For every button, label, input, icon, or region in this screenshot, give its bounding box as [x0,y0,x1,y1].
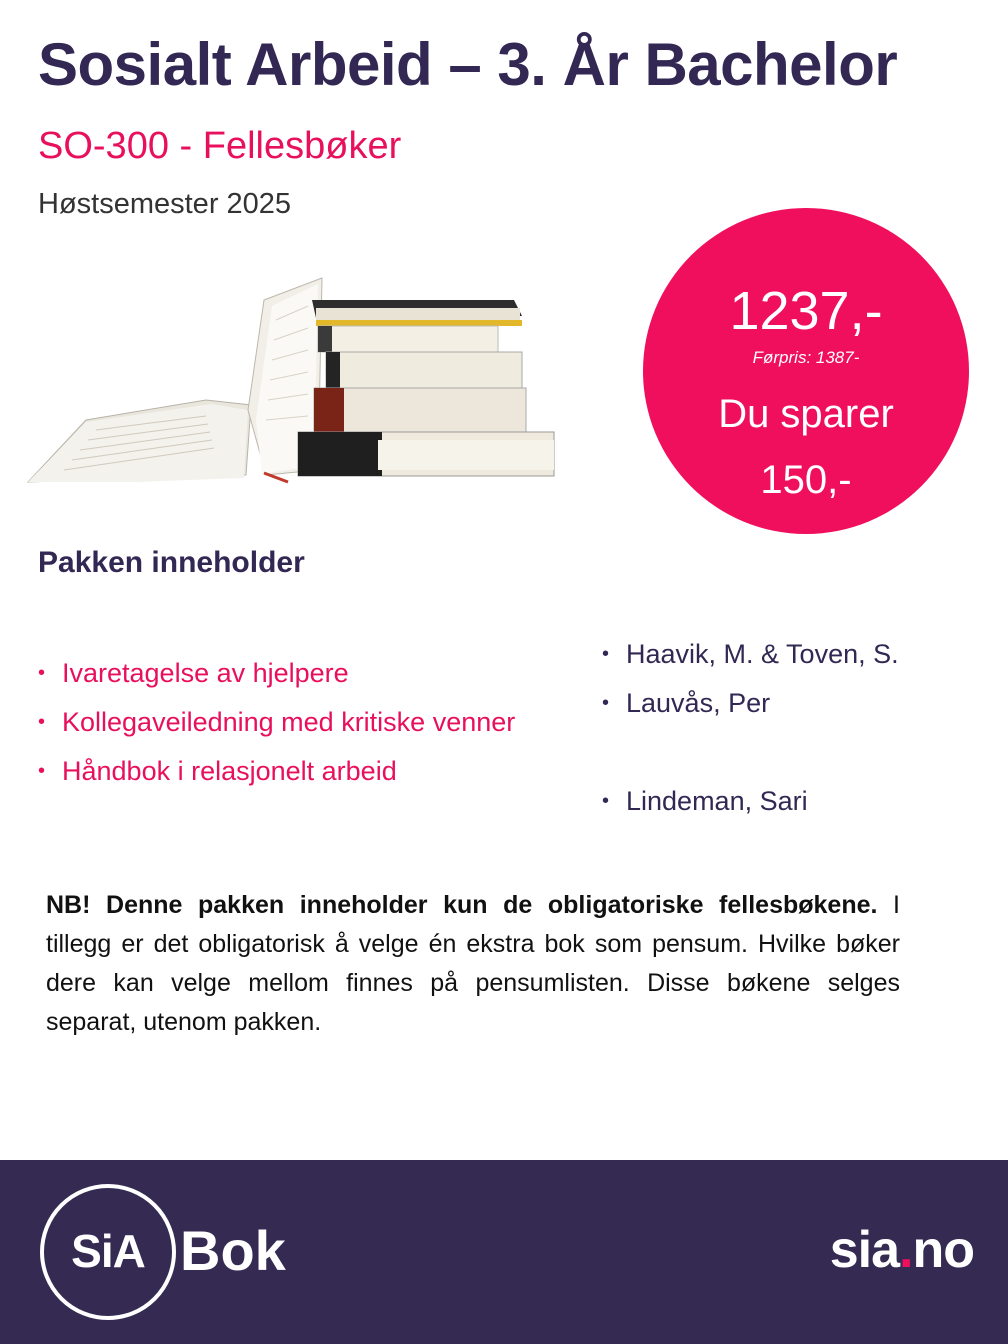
info-note [46,886,900,1042]
site-tld: no [912,1221,974,1279]
sia-logo-circle [40,1184,176,1320]
bullet-icon: • [38,760,46,782]
previous-price: Førpris: 1387- [752,348,860,367]
site-dot: . [899,1221,913,1279]
bullet-icon: • [38,711,46,733]
note-text: I tillegg er det obligatorisk å velge én ekstra bok som pensum. Hvilke bøker dere kan velge mellom finnes på pensumlisten. Disse bøkene selges separat, utenom pakken. [46,891,900,1036]
course-subtitle: SO-300 - Fellesbøker [38,125,402,167]
author-item [602,688,770,719]
semester-label: Høstsemester 2025 [38,188,292,220]
bullet-icon: • [602,790,610,812]
author-item [602,786,808,817]
price-badge [643,208,969,534]
author-name: Haavik, M. & Toven, S. [626,639,899,669]
books-stack-image [26,270,566,500]
book-title: Kollegaveiledning med kritiske venner [62,707,516,737]
bok-logo-text: Bok [180,1219,286,1282]
package-price: 1237,- [729,281,883,341]
book-title: Ivaretagelse av hjelpere [62,658,349,688]
page-title: Sosialt Arbeid – 3. År Bachelor [38,31,898,98]
book-title: Håndbok i relasjonelt arbeid [62,756,397,786]
bullet-icon: • [602,692,610,714]
site-name: sia [829,1221,900,1279]
savings-amount: 150,- [760,458,852,502]
website-logo[interactable] [830,1220,974,1280]
savings-label: Du sparer [718,392,894,436]
author-name: Lindeman, Sari [626,786,808,816]
book-title-item [38,756,397,787]
author-name: Lauvås, Per [626,688,771,718]
sia-logo-text: SiA [71,1225,145,1277]
book-title-item [38,658,349,689]
book-title-item [38,707,515,738]
bullet-icon: • [602,643,610,665]
contents-heading: Pakken inneholder [38,546,305,579]
note-bold: NB! Denne pakken inneholder kun de obligatoriske fellesbøkene. [46,891,878,919]
bullet-icon: • [38,662,46,684]
footer-bar [0,1160,1008,1344]
author-item [602,639,899,670]
